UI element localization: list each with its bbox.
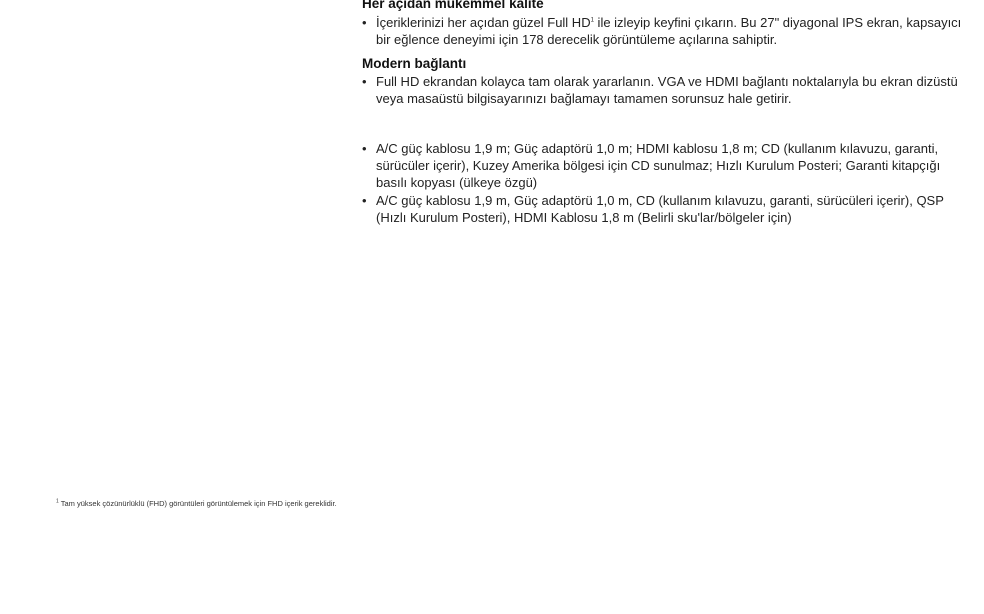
section-heading-connectivity: Modern bağlantı bbox=[362, 56, 467, 71]
in-the-box-item: • A/C güç kablosu 1,9 m; Güç adaptörü 1,0 m; HDMI kablosu 1,8 m; CD (kullanım kılavuzu, garanti, sürücüler içerir), Kuzey Amerika bölgesi için CD sunulmaz; Hızlı Kurulum Posteri; Garanti kitapçığı basılı kopyası (ülkeye özgü) bbox=[362, 140, 972, 191]
in-the-box-list bbox=[362, 140, 972, 226]
connectivity-list bbox=[362, 73, 972, 107]
footnote-mark: 1 bbox=[56, 498, 59, 505]
product-description bbox=[362, 0, 972, 226]
section-heading-quality: Her açıdan mükemmel kalite bbox=[362, 0, 544, 11]
footnote-reference: 1 bbox=[590, 17, 594, 24]
quality-text-start: İçeriklerinizi her açıdan güzel Full HD bbox=[376, 15, 591, 30]
footnote-text: Tam yüksek çözünürlüklü (FHD) görüntüleri görüntülemek için FHD içerik gereklidir. bbox=[58, 499, 337, 508]
connectivity-bullet: • Full HD ekrandan kolayca tam olarak yararlanın. VGA ve HDMI bağlantı noktalarıyla bu ekran dizüstü veya masaüstü bilgisayarınızı bağlamayı tamamen sorunsuz hale getirir. bbox=[362, 73, 972, 107]
quality-bullet bbox=[362, 14, 972, 48]
quality-list bbox=[362, 14, 972, 48]
quality-text-end: ile izleyip keyfini çıkarın. Bu 27" diyagonal IPS ekran, kapsayıcı bir eğlence deneyimi için 178 derecelik görüntüleme açılarına sahiptir. bbox=[376, 15, 962, 47]
footnote bbox=[56, 499, 337, 509]
connectivity-section bbox=[362, 56, 972, 107]
in-the-box-item: • A/C güç kablosu 1,9 m, Güç adaptörü 1,0 m, CD (kullanım kılavuzu, garanti, sürücüleri içerir), QSP (Hızlı Kurulum Posteri), HDMI Kablosu 1,8 m (Belirli sku'lar/bölgeler için) bbox=[362, 192, 972, 226]
